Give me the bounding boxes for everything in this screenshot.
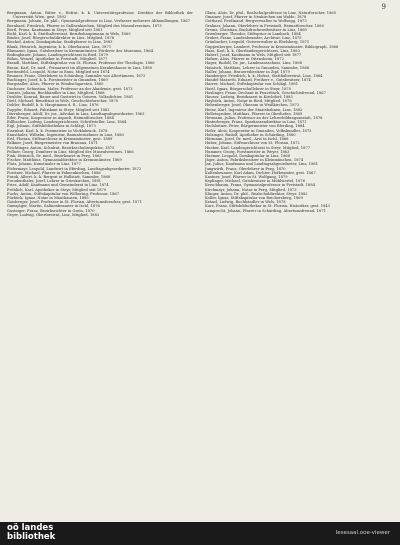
- viewer-label: lesesaal.ooe-viewer: [335, 530, 390, 536]
- register-entry: Fröhlich, Karl, Apotheker in Steyr, Mitglied seit 1879: [7, 187, 107, 192]
- register-entry: Bergmann, Johann, Dr. phil., Gymnasialprofessor in Linz, Verfasser mehrerer Abhandlungen, 1867: [7, 19, 191, 24]
- register-entry: Gaisberger, Josef, Professor in St. Florian, Altertumsforscher, gest. 1871: [7, 200, 142, 205]
- register-entry: Bernhard, Friedrich, Pfarrer in Gallneukirchen, Mitglied des Musealvereines, 1875: [7, 23, 162, 28]
- register-entry: Kerschbaum, Franz, Gymnasialprofessor in Freistadt, 1884: [205, 183, 316, 188]
- register-entry: Hofer, Alois, Kooperator in Gmunden, Volkskundler, 1875: [205, 128, 312, 133]
- register-entry: Gruber, Franz, Landesbeamter, Archivar, Linz, 1875: [205, 36, 302, 41]
- register-entry: Grabner, Johann, Oberlehrer in Freistadt, Heimatforscher, 1880: [205, 23, 324, 28]
- register-entry: Handel-Mazzetti, Eduard, Freiherr v., Gutsbesitzer, 1874: [205, 78, 311, 83]
- register-entry: Falkner, Josef, Bürgermeister von Braunau, 1871: [7, 141, 98, 146]
- register-entry: Fellner, Georg, Domherr in Linz, Mitglied des Musealvereines, 1866: [7, 149, 134, 154]
- page-number: 9: [381, 3, 386, 11]
- register-entry: Ertl, Florian, Stiftsarchivar in Kremsmünster, gest. 1889: [7, 137, 113, 142]
- register-entry: Flatz, Johann, Kunstmaler in Linz, 1877: [7, 162, 81, 167]
- register-entry: Eisenhut, Karl, k. k. Postmeister in Vöcklabruck, 1878: [7, 128, 108, 133]
- register-entry: Födermayr, Leopold, Landwirt in Eferding, Landtagsabgeordneter, 1872: [7, 166, 142, 171]
- register-entry: Klinger, Anton, Dr. phil., Realschuldirektor, Steyr, 1882: [205, 191, 308, 196]
- register-entry: Fries, Adolf, Kaufmann und Gemeinderat in Linz, 1874: [7, 183, 109, 188]
- register-entry: Fischer, Matthäus, Gymnasialdirektor in Kremsmünster, 1869: [7, 158, 122, 163]
- register-entry: Haslinger, Franz, Dechant in Peuerbach, Geschichtsfreund, 1867: [205, 90, 326, 95]
- register-entry: Hauser, Ludwig, Bezirksarzt in Kirchdorf, 1885: [205, 95, 293, 100]
- register-entry: Frank, Albert, k. k. Bergrat in Hallstatt, Sammler, 1868: [7, 174, 111, 179]
- register-entry: Heinz, Karl, Ingenieur der Staatsbahnen, Linz, 1882: [205, 107, 303, 112]
- register-entry: Breitenfeld, Leopold, Notar in Enns, Mitglied seit 1874: [7, 69, 110, 74]
- register-entry: Binder, Josef, Bürgerschuldirektor in Linz, Mitglied, 1878: [7, 36, 115, 41]
- register-entry: Hermann, Julius, Professor an der Lehrerbildungsanstalt, 1878: [205, 116, 323, 121]
- register-entry: Brandl, Matthias, Stiftskapitular von St. Florian, Professor der Theologie, 1866: [7, 61, 155, 66]
- register-entry: Harrer, Michael, Stiftskapitular von Schlägl, 1881: [205, 82, 299, 87]
- register-entry: Dachauer, Sebastian, Maler, Professor an der Akademie, gest. 1873: [7, 86, 133, 91]
- register-entry: Haller, Johann, Brauereibesitzer in Zipf, 1879: [205, 69, 290, 74]
- register-entry: Edlbacher, Ludwig, Landesgerichtsrat, Schriftsteller, Linz, 1864: [7, 120, 127, 125]
- register-entry: Forstner, Michael, Pfarrer in Pabneukirchen, 1886: [7, 170, 101, 175]
- register-entry: Hafner, Alois, Pfarrer in Ottensheim, 1872: [205, 57, 284, 62]
- register-entry: Guppenberger, Lambert, Professor in Kremsmünster, Bibliograph, 1866: [205, 44, 339, 49]
- register-entry: Kaltenbrunner, Karl Adam, Dichter, Hofbeamter, gest. 1867: [205, 170, 316, 175]
- register-entry: Bodingbauer, Johann, Landesgerichtsrat in Ried, 1879: [7, 53, 108, 58]
- register-entry: Jax, Julius, Kaufmann und Landtagsabgeordneter, Linz, 1881: [205, 162, 319, 167]
- logo-line-1: oö landes: [7, 523, 54, 533]
- register-entry: Eder, Franz, Kooperator in Aspach, Heimatforscher, 1884: [7, 116, 114, 121]
- text-column-left: [7, 11, 193, 519]
- register-entry: Hager, Rudolf, Dr. jur., Landesausschuss, Linz, 1868: [205, 61, 303, 66]
- register-entry: Doppler, Eduard, Fabrikant in Steyr, Mitglied seit 1882: [7, 107, 110, 112]
- register-entry: Böhm, Wenzel, Apotheker in Freistadt, Mitglied, 1877: [7, 57, 108, 62]
- library-logo[interactable]: [7, 524, 55, 542]
- text-column-right: [205, 11, 391, 519]
- register-entry: Blank, Heinrich, Ingenieur, k. k. Oberbaurat, Linz, 1871: [7, 44, 112, 49]
- register-entry: Dürrnberger, Adolf, Dr. jur., Advokat in Linz, Landtagsabgeordneter, 1863: [7, 111, 145, 116]
- register-entry: Koller, Ignaz, Stiftskapitular von Reichersberg, 1869: [205, 195, 303, 200]
- register-entry: Bergmann, Anton, Ritter v., Hofrat, k. k. Universitätsprofessor, Direktor der Bibliothek der Universität Wien, gest. 1892: [7, 11, 193, 20]
- register-entry: Freudenthaler, Josef, Lehrer in Grieskirchen, 1881: [7, 179, 102, 184]
- register-entry: Hinterberger, Franz, Sparkassendirektor in Linz, 1871: [205, 120, 307, 125]
- register-entry: Dobler, Rudolf, k. k. Hauptmann d. R., Linz, 1876: [7, 103, 99, 108]
- register-entry: Glanz, Alois, Dr. phil., Realschulprofessor in Linz, Naturforscher, 1865: [205, 11, 337, 15]
- register-entry: Hochleitner, Peter, Bürgermeister von Eferding, 1884: [205, 124, 305, 129]
- register-entry: Fürböck, Ignaz, Notar in Mauthausen, 1885: [7, 195, 89, 200]
- register-entry: Grienberger, Theodor, Stiftsprior in Lambach, 1884: [205, 32, 301, 37]
- register-entry: Hamberger, Friedrich, k. k. Hofrat, Statthaltereirat, Linz, 1864: [205, 74, 323, 79]
- register-entry: Brunner, Franz, Oberlehrer in Schärding, Sammler von Altertümern, 1872: [7, 74, 146, 79]
- register-entry: Geyer, Ludwig, Oberforstrat, Linz, Mitglied, 1882: [7, 212, 100, 217]
- register-entry: Hörmann, Josef, Dr. med., Arzt in Ischl, 1866: [205, 137, 289, 142]
- register-entry: Haas, Karl, k. k. Oberlandesgerichtsrat, Linz, 1883: [205, 48, 300, 53]
- register-entry: Bichl, Karl, k. k. Statthaltereirat, Bezirkshauptmann in Wels, 1869: [7, 32, 131, 37]
- register-entry: Gasteiger, Franz, Bezirksrichter in Grein, 1870: [7, 208, 95, 213]
- register-entry: Gmainer, Josef, Pfarrer in Neukirchen am Walde, 1878: [205, 15, 307, 20]
- register-entry: Hayböck, Anton, Notar in Ried, Mitglied, 1876: [205, 99, 292, 104]
- register-entry: Bertl, Franz, Kaufmann in Steyr, Mitglied seit 1881: [7, 27, 103, 32]
- register-entry: Helletsgruber, Matthias, Pfarrer in Oberhofen, 1869: [205, 111, 303, 116]
- register-entry: Blumauer, Ignaz, Gutsbesitzer in Kremsmünster, Förderer des Museums, 1864: [7, 48, 154, 53]
- register-entry: Eigl, Johann, Stiftsbibliothekar in Schlägl, 1873: [7, 124, 96, 129]
- register-entry: Bischof, Anton, Domkapitular, Stadtpfarrer in Linz, 1883: [7, 40, 113, 45]
- register-entry: Haberl, Josef, Kaufmann in Wels, Mitglied seit 1877: [205, 53, 302, 58]
- register-entry: Feichtinger, Anton, Schulrat, Bezirksschulinspektor, 1875: [7, 145, 115, 150]
- register-entry: Huber, Johann, Stiftsarchivar von St. Florian, 1872: [205, 141, 300, 146]
- logo-line-2: bibliothek: [7, 532, 56, 542]
- register-entry: Dietl, Michael, Benefiziat in Wels, Geschichtsforscher, 1870: [7, 99, 119, 104]
- register-entry: Fink, Heinrich, Dr. med., Bezirksarzt in Perg, 1883: [7, 153, 102, 158]
- register-entry: Gotthard, Ferdinand, Bergverwalter in Wolfsegg, 1873: [205, 19, 307, 24]
- register-entry: Hehenberger, Josef, Ökonom in Weißkirchen, 1873: [205, 103, 300, 108]
- register-entry: Fuchs, Anton, Stiftskapitular von Wilhering, Professor, 1867: [7, 191, 120, 196]
- register-entry: Buchinger, Josef, k. k. Forstmeister in Gmunden, 1869: [7, 78, 108, 83]
- register-entry: Hueber, Karl, Landesgerichtsrat in Steyr, Mitglied, 1877: [205, 145, 311, 150]
- register-entry: Hartl, Ignaz, Bürgerschullehrer in Steyr, 1870: [205, 86, 292, 91]
- register-entry: Kurz, Franz, Stiftsbibliothekar in St. Florian, Historiker, gest. 1843: [205, 204, 331, 209]
- viewer-footer: [0, 522, 400, 545]
- register-entry: Hainisch, Matthias, Lehrer in Gmunden, Sammler, 1886: [205, 65, 310, 70]
- register-entry: Grünbacher, Leopold, Gutsverwalter in Ebelsberg, 1871: [205, 40, 310, 45]
- register-entry: Kränzl, Ludwig, Buchhändler in Wels, 1878: [205, 200, 286, 205]
- register-entry: Jäger, Anton, Fabriksbesitzer in Kleinmünchen, 1874: [205, 158, 304, 163]
- register-entry: Hummer, Georg, Forstmeister in Weyer, 1883: [205, 149, 290, 154]
- register-entry: Ennsthaler, Wilhelm, Ingenieur, Bauunternehmer in Linz, 1880: [7, 132, 124, 137]
- register-entry: Greinz, Christian, Buchdruckereibesitzer in Linz, 1869: [205, 27, 307, 32]
- register-entry: Kirchmayr, Johann, Notar in Perg, Mitglied, 1873: [205, 187, 297, 192]
- register-entry: Holzinger, Rudolf, Apotheker in Schärding, 1880: [205, 132, 296, 137]
- register-entry: Deubler, Konrad, Bauer und Gastwirt in Goisern, Volksdichter, 1881: [7, 95, 134, 100]
- register-entry: Huemer, Leopold, Domkapitular in Linz, 1868: [205, 153, 291, 158]
- register-entry: Braun, Karl, Dr. med., Primararzt im allgemeinen Krankenhause in Linz, 1880: [7, 65, 153, 70]
- register-entry: Kastner, Josef, Pfarrer in St. Wolfgang, 1879: [205, 174, 288, 179]
- register-entry: Burgstaller, Alois, Pfarrer in Windischgarsten, 1885: [7, 82, 104, 87]
- register-entry: Jungwirth, Franz, Oberlehrer in Perg, 1870: [205, 166, 286, 171]
- register-entry: Danzer, Johann, Buchhändler in Linz, Mitglied, 1868: [7, 90, 105, 95]
- register-entry: Lamprecht, Johann, Pfarrer in Schärding, Altertumsfreund, 1871: [205, 208, 326, 213]
- register-entry: Gamsjäger, Martin, Salinenbeamter in Ischl, 1876: [7, 204, 100, 209]
- register-entry: Keplinger, Michael, Gutsbesitzer in Mühlviertel, 1876: [205, 179, 305, 184]
